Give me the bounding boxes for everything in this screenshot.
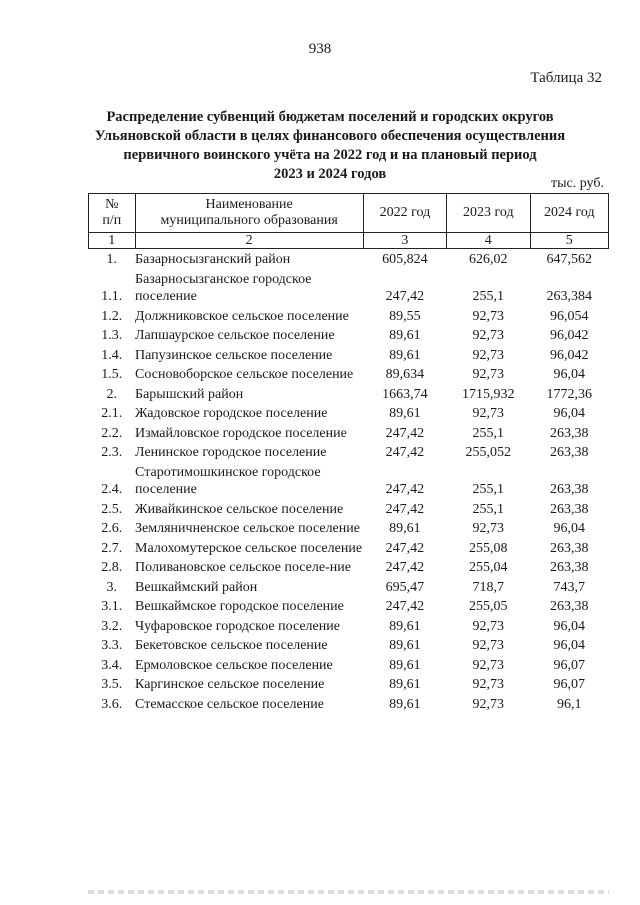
header-name-line2: муниципального образования <box>160 213 338 228</box>
value-2024: 263,38 <box>550 599 589 614</box>
value-2022: 605,824 <box>382 252 428 267</box>
title-line: первичного воинского учёта на 2022 год и на плановый период <box>123 147 537 163</box>
row-name: Должниковское сельское поселение <box>135 308 349 324</box>
document-title <box>70 108 590 184</box>
value-2022: 1663,74 <box>382 386 428 402</box>
value-2024: 263,38 <box>550 540 589 556</box>
value-2022: 247,42 <box>385 445 425 460</box>
value-2024: 647,562 <box>546 252 593 267</box>
table-row <box>89 596 609 616</box>
row-number: 2.5. <box>101 501 123 517</box>
value-2023: 92,73 <box>472 618 505 634</box>
row-number: 2.7. <box>101 540 123 556</box>
row-name: Живайкинское сельское поселение <box>135 501 344 517</box>
value-2023: 92,73 <box>472 367 505 382</box>
value-2024: 96,04 <box>553 367 586 382</box>
row-name: Ермоловское сельское поселение <box>135 657 333 673</box>
row-number: 2.4. <box>101 482 123 497</box>
value-2022: 89,55 <box>389 308 421 324</box>
value-2022: 247,42 <box>385 289 425 304</box>
row-number: 3.4. <box>101 657 123 673</box>
row-number: 1.4. <box>101 347 123 363</box>
header-2022: 2022 год <box>363 194 446 233</box>
row-number: 1. <box>106 252 118 267</box>
value-2022: 247,42 <box>385 482 425 497</box>
header-2024: 2024 год <box>530 194 608 233</box>
row-name: Вешкаймский район <box>135 579 258 595</box>
table-row <box>89 423 609 443</box>
row-name: Базарносызганский район <box>135 252 291 267</box>
value-2023: 92,73 <box>472 657 505 673</box>
value-2023: 92,73 <box>472 521 505 536</box>
row-name: Папузинское сельское поселение <box>135 347 333 363</box>
value-2023: 255,1 <box>472 482 505 497</box>
row-name: Чуфаровское городское поселение <box>135 618 340 634</box>
header-2023: 2023 год <box>447 194 530 233</box>
header-name <box>135 194 363 233</box>
value-2024: 96,1 <box>557 696 582 712</box>
units-label: тыс. руб. <box>551 176 604 191</box>
table-row <box>89 557 609 577</box>
value-2023: 92,73 <box>472 677 505 692</box>
row-number: 1.1. <box>101 289 123 304</box>
row-name: Жадовское городское поселение <box>135 406 328 421</box>
table-row <box>89 635 609 655</box>
value-2023: 255,05 <box>469 599 508 614</box>
header-name-line1: Наименование <box>205 197 293 212</box>
value-2022: 247,42 <box>385 501 425 517</box>
table-row <box>89 403 609 423</box>
subvention-table <box>88 193 609 713</box>
table-row <box>89 499 609 519</box>
table-row <box>89 577 609 597</box>
value-2022: 89,61 <box>389 638 421 653</box>
column-number: 1 <box>89 233 136 249</box>
value-2023: 92,73 <box>472 347 505 363</box>
value-2023: 626,02 <box>469 252 508 267</box>
table-body <box>89 249 609 714</box>
value-2024: 96,054 <box>550 308 589 324</box>
value-2024: 96,04 <box>553 638 586 653</box>
row-name: Сосновоборское сельское поселение <box>135 367 354 382</box>
table-row <box>89 345 609 365</box>
row-number: 2.1. <box>101 406 123 421</box>
value-2022: 247,42 <box>385 425 425 441</box>
row-number: 2.6. <box>101 521 123 536</box>
value-2024: 96,04 <box>553 618 586 634</box>
value-2024: 263,38 <box>550 501 589 517</box>
table-row <box>89 384 609 404</box>
row-name: Лапшаурское сельское поселение <box>135 328 335 343</box>
value-2022: 89,61 <box>389 677 421 692</box>
table-row <box>89 538 609 558</box>
row-number: 3.2. <box>101 618 123 634</box>
row-number: 2.8. <box>101 560 123 575</box>
row-name: Базарносызганское городское поселение <box>135 271 312 304</box>
row-number: 1.2. <box>101 308 123 324</box>
row-name: Старотимошкинское городское поселение <box>135 464 321 497</box>
header-number-line2: п/п <box>102 213 122 228</box>
value-2024: 743,7 <box>553 579 586 595</box>
value-2022: 247,42 <box>385 599 425 614</box>
scan-artifact <box>88 890 609 894</box>
row-number: 3. <box>106 579 118 595</box>
table-row <box>89 442 609 462</box>
value-2023: 92,73 <box>472 308 505 324</box>
value-2024: 263,38 <box>550 425 589 441</box>
row-number: 3.6. <box>101 696 123 712</box>
row-name: Вешкаймское городское поселение <box>135 599 344 614</box>
table-row <box>89 249 609 269</box>
value-2024: 263,384 <box>546 289 593 304</box>
value-2022: 89,61 <box>389 696 421 712</box>
table-header-row <box>89 194 609 233</box>
row-name: Измайловское городское поселение <box>135 425 347 441</box>
table-row <box>89 674 609 694</box>
value-2022: 247,42 <box>385 540 425 556</box>
value-2022: 89,634 <box>385 367 425 382</box>
column-number: 5 <box>530 233 608 249</box>
column-number-row <box>89 233 609 249</box>
row-number: 2. <box>106 386 118 402</box>
row-number: 2.2. <box>101 425 123 441</box>
value-2023: 255,1 <box>472 289 505 304</box>
value-2023: 92,73 <box>472 406 505 421</box>
value-2023: 255,1 <box>472 501 505 517</box>
value-2022: 695,47 <box>385 579 425 595</box>
row-number: 3.5. <box>101 677 123 692</box>
table-row <box>89 518 609 538</box>
table-label: Таблица 32 <box>530 70 602 86</box>
row-name: Земляничненское сельское поселение <box>135 521 360 536</box>
value-2024: 263,38 <box>550 445 589 460</box>
header-number <box>89 194 136 233</box>
value-2023: 92,73 <box>472 328 505 343</box>
row-name: Поливановское сельское поселе-ние <box>135 560 351 575</box>
table-row <box>89 306 609 326</box>
row-name: Стемасское сельское поселение <box>135 696 324 712</box>
table-row <box>89 364 609 384</box>
table-row <box>89 655 609 675</box>
value-2024: 96,042 <box>550 328 589 343</box>
value-2022: 89,61 <box>389 406 421 421</box>
column-number: 2 <box>135 233 363 249</box>
value-2024: 1772,36 <box>546 386 593 402</box>
value-2022: 89,61 <box>389 657 421 673</box>
value-2023: 92,73 <box>472 638 505 653</box>
value-2023: 92,73 <box>472 696 505 712</box>
row-name: Ленинское городское поселение <box>135 445 327 460</box>
row-number: 3.1. <box>101 599 123 614</box>
value-2022: 89,61 <box>389 521 421 536</box>
row-name: Каргинское сельское поселение <box>135 677 325 692</box>
page-number: 938 <box>308 41 332 57</box>
value-2024: 96,07 <box>553 657 586 673</box>
value-2024: 263,38 <box>550 482 589 497</box>
row-name: Малохомутерское сельское поселение <box>135 540 363 556</box>
value-2024: 96,07 <box>553 677 586 692</box>
table-row <box>89 325 609 345</box>
value-2024: 96,042 <box>550 347 589 363</box>
value-2022: 89,61 <box>389 347 421 363</box>
value-2023: 1715,932 <box>462 386 515 402</box>
column-number: 3 <box>363 233 446 249</box>
row-number: 2.3. <box>101 445 123 460</box>
row-number: 1.3. <box>101 328 123 343</box>
value-2023: 255,04 <box>469 560 508 575</box>
title-line: 2023 и 2024 годов <box>273 166 387 182</box>
row-name: Барышский район <box>135 386 244 402</box>
value-2023: 255,1 <box>472 425 505 441</box>
value-2023: 255,08 <box>469 540 508 556</box>
table-row <box>89 462 609 499</box>
header-number-line1: № <box>105 197 119 212</box>
value-2022: 89,61 <box>389 328 421 343</box>
table-row <box>89 616 609 636</box>
value-2022: 247,42 <box>385 560 425 575</box>
value-2024: 263,38 <box>550 560 589 575</box>
table-row <box>89 694 609 714</box>
value-2023: 255,052 <box>465 445 512 460</box>
table-row <box>89 269 609 306</box>
title-line: Ульяновской области в целях финансового обеспечения осуществления <box>94 128 566 144</box>
value-2024: 96,04 <box>553 406 586 421</box>
value-2024: 96,04 <box>553 521 586 536</box>
column-number: 4 <box>447 233 530 249</box>
row-number: 1.5. <box>101 367 123 382</box>
row-number: 3.3. <box>101 638 123 653</box>
value-2023: 718,7 <box>472 579 505 595</box>
value-2022: 89,61 <box>389 618 421 634</box>
row-name: Бекетовское сельское поселение <box>135 638 328 653</box>
title-line: Распределение субвенций бюджетам поселений и городских округов <box>106 109 554 125</box>
